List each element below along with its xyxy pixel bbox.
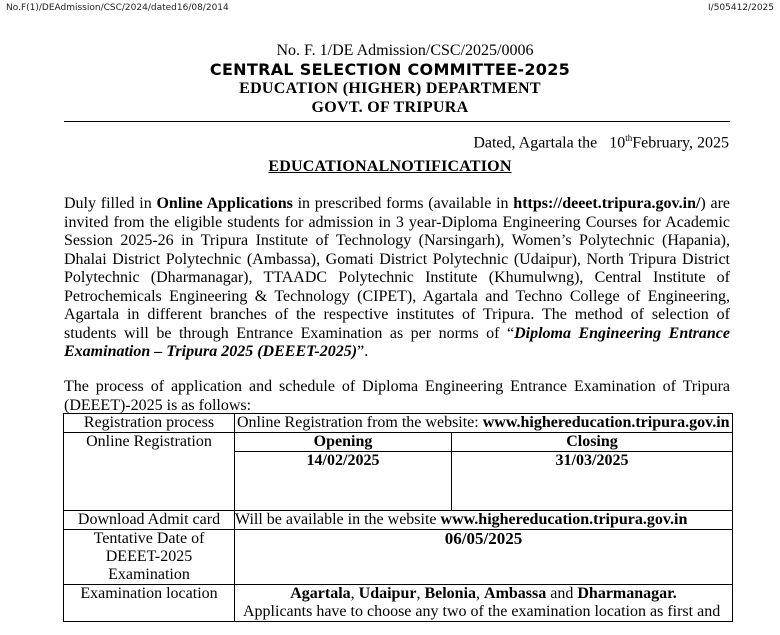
registration-process-value <box>235 414 733 433</box>
notification-title: EDUCATIONALNOTIFICATION <box>268 158 512 175</box>
location: Ambassa <box>484 585 547 602</box>
table-row <box>64 511 733 530</box>
location-note: Applicants have to choose any two of the examination location as first and <box>243 603 721 620</box>
location: Belonia <box>424 585 477 602</box>
and-text: and <box>550 585 574 602</box>
date-rest: February, 2025 <box>632 134 729 152</box>
online-applications-text: Online Applications <box>156 195 293 212</box>
closing-header: Closing <box>452 433 733 452</box>
label-line: DEEET-2025 <box>105 548 193 565</box>
notification-paragraph <box>64 195 730 362</box>
location: Dharmanagar. <box>577 585 677 602</box>
committee-title: CENTRAL SELECTION COMMITTEE-2025 <box>209 60 571 79</box>
table-row <box>64 530 733 585</box>
schedule-table <box>63 413 733 622</box>
registration-website-link[interactable]: www.highereducation.tripura.gov.in <box>482 414 730 431</box>
table-row <box>64 585 733 622</box>
date-line <box>473 133 729 152</box>
exam-date-cell <box>235 530 733 585</box>
row-label: Download Admit card <box>64 511 235 530</box>
para-text: Duly filled in <box>64 195 157 212</box>
para-text: in prescribed forms (available in <box>292 195 514 212</box>
row-label: Online Registration <box>64 433 235 511</box>
location: Agartala <box>290 585 351 602</box>
opening-date: 14/02/2025 <box>235 452 452 511</box>
row-label <box>64 530 235 585</box>
schedule-intro: The process of application and schedule of Diploma Engineering Entrance Examination of Tripura (DEEET)-2025 is as follows: <box>64 378 730 414</box>
row-label: Registration process <box>64 414 235 433</box>
row-label: Examination location <box>64 585 235 622</box>
department-title: EDUCATION (HIGHER) DEPARTMENT <box>239 80 541 97</box>
header-divider <box>64 121 730 122</box>
file-number: No. F. 1/DE Admission/CSC/2025/0006 <box>276 42 534 59</box>
exam-name: Diploma Engineering Entrance Examination – Tripura 2025 (DEEET-2025) <box>64 324 730 360</box>
location-list: Agartala, Udaipur, Belonia, Ambassa and Dharmanagar. <box>290 585 677 602</box>
label-line: Examination <box>108 566 190 583</box>
registration-text: Online Registration from the website: <box>237 414 483 431</box>
letterhead <box>0 42 780 117</box>
government-title: GOVT. OF TRIPURA <box>311 99 469 116</box>
location: Udaipur <box>358 585 417 602</box>
date-prefix: Dated, Agartala the <box>473 134 598 152</box>
label-line: Tentative Date of <box>93 530 205 547</box>
date-day: 10 <box>609 134 626 152</box>
exam-date: 06/05/2025 <box>444 529 523 548</box>
table-row <box>64 433 733 452</box>
para-text: ”. <box>357 343 369 360</box>
opening-header: Opening <box>235 433 452 452</box>
reference-number-right: I/505412/2025 <box>708 3 774 13</box>
closing-date: 31/03/2025 <box>452 452 733 511</box>
admit-card-website-link[interactable]: www.highereducation.tripura.gov.in <box>440 511 688 528</box>
exam-location-cell <box>235 585 733 622</box>
table-row <box>64 414 733 433</box>
deeet-website-link[interactable]: https://deeet.tripura.gov.in/ <box>513 195 701 212</box>
admit-card-value <box>235 511 733 530</box>
reference-number-left: No.F(1)/DEAdmission/CSC/2024/dated16/08/2014 <box>6 3 229 13</box>
para-text: ) are invited from the eligible students for admission in 3 year-Diploma Engineering Courses for Academic Session 2025-26 in Tripura Institute of Technology (Narsingarh), Women’s Polytechnic (Hapania), Dhalai District Polytechnic (Ambassa), Gomati District Polytechnic (Udaipur), North Tripura District Polytechnic (Dharmanagar), TTAADC Polytechnic Institute (Khumulwng), Central Institute of Petrochemicals Engineering & Technology (CIPET), Agartala and Techno College of Engineering, Agartala in different branches of the respective institutes of Tripura. The method of selection of students will be through Entrance Examination as per norms of “ <box>64 195 731 342</box>
date-suffix: th <box>625 133 633 143</box>
admit-card-text: Will be available in the website <box>235 511 441 528</box>
